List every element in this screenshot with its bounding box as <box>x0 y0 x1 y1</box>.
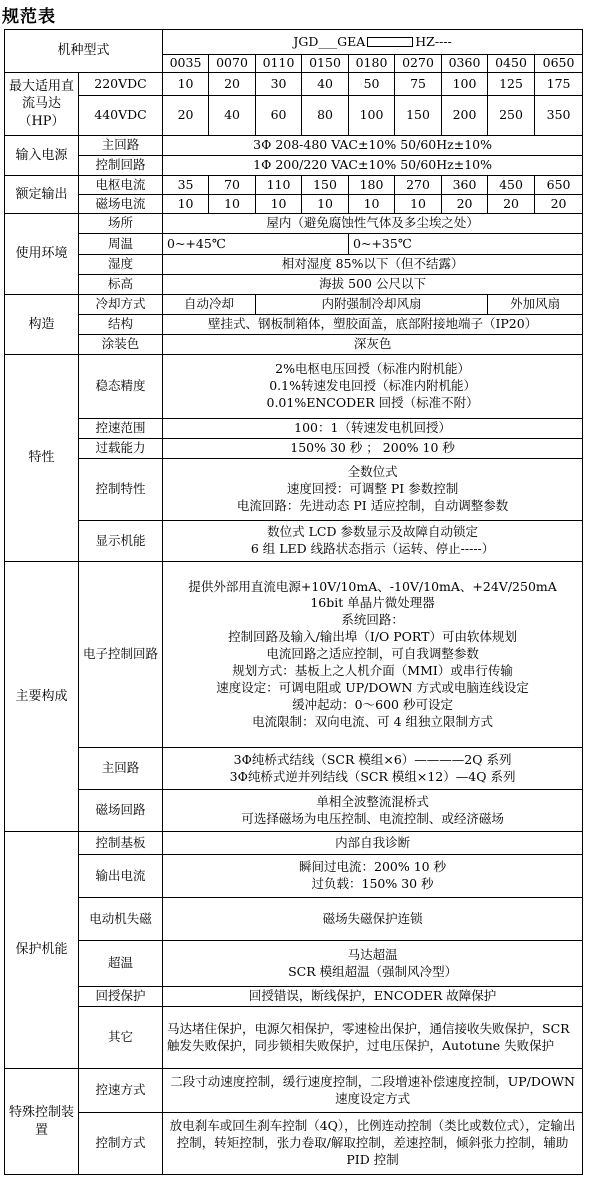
control-circuit-value: 1Φ 200/220 VAC±10% 50/60Hz±10% <box>163 156 583 176</box>
hp-value: 350 <box>535 96 583 136</box>
current-value: 650 <box>535 176 583 195</box>
model-number: 0270 <box>395 55 442 73</box>
speed-method-label: 控速方式 <box>79 1069 163 1113</box>
environment-label: 使用环境 <box>5 214 79 295</box>
page-title: 规范表 <box>2 7 56 27</box>
hp-value: 80 <box>302 96 349 136</box>
main-circuit-line: 3Φ纯桥式结线（SCR 模组×6）————2Q 系列 <box>233 751 512 767</box>
humidity-label: 湿度 <box>79 255 163 275</box>
field-loss-label: 电动机失磁 <box>79 898 163 941</box>
current-value: 20 <box>535 195 583 214</box>
current-value: 20 <box>442 195 488 214</box>
struct-value: 壁挂式、钢板制箱体，塑胶面盖，底部附接地端子（IP20） <box>163 315 583 335</box>
electronic-control-value <box>163 562 583 748</box>
paint-label: 涂装色 <box>79 335 163 355</box>
output-current-label: 输出电流 <box>79 855 163 898</box>
electronic-line: 规划方式：基板上之人机介面（MMI）或串行传输 <box>232 662 513 678</box>
feedback-value: 回授错误，断线保护，ENCODER 故障保护 <box>163 987 583 1007</box>
model-number: 0150 <box>302 55 349 73</box>
model-type-label: 机种型式 <box>5 30 163 73</box>
hp-value: 150 <box>395 96 442 136</box>
speed-range-value: 100：1（转速发电机回授） <box>163 419 583 439</box>
hp-value: 20 <box>163 96 209 136</box>
hp-value: 10 <box>163 73 209 96</box>
output-current-line: 过负载：150% 30 秒 <box>311 876 434 891</box>
main-circuit-value: 3Φ 208-480 VAC±10% 50/60Hz±10% <box>163 136 583 156</box>
main-circuit-section-label: 主回路 <box>79 748 163 790</box>
feedback-label: 回授保护 <box>79 987 163 1007</box>
altitude-value: 海拔 500 公尺以下 <box>163 275 583 295</box>
stability-label: 稳态精度 <box>79 355 163 419</box>
main-components-label: 主要构成 <box>5 562 79 832</box>
current-value: 180 <box>349 176 395 195</box>
field-circuit-line: 单相全波整流混桥式 <box>316 793 429 809</box>
cooling-value-b: 内附强制冷却风扇 <box>256 295 488 315</box>
model-code: JGD___GEA HZ---- <box>163 30 583 55</box>
model-number: 0035 <box>163 55 209 73</box>
display-label: 显示机能 <box>79 521 163 562</box>
current-value: 10 <box>163 195 209 214</box>
hp-value: 30 <box>256 73 302 96</box>
model-number: 0110 <box>256 55 302 73</box>
current-value: 10 <box>302 195 349 214</box>
control-char-label: 控制特性 <box>79 459 163 521</box>
electronic-line: 提供外部用直流电源+10V/10mA、-10V/10mA、+24V/250mA <box>188 578 557 594</box>
hp-value: 40 <box>209 96 256 136</box>
cooling-value-c: 外加风扇 <box>488 295 583 315</box>
model-number: 0450 <box>488 55 535 73</box>
voltage-label: 440VDC <box>79 96 163 136</box>
hp-value: 200 <box>442 96 488 136</box>
display-line: 6 组 LED 线路状态指示（运转、停止-----） <box>250 541 495 556</box>
display-line: 数位式 LCD 参数显示及故障自动锁定 <box>267 524 478 540</box>
display-value <box>163 521 583 562</box>
control-char-line: 全数位式 <box>347 464 398 480</box>
hp-value: 50 <box>349 73 395 96</box>
cooling-value-a: 自动冷却 <box>163 295 256 315</box>
hp-value: 60 <box>256 96 302 136</box>
protection-label: 保护机能 <box>5 832 79 1069</box>
paint-value: 深灰色 <box>163 335 583 355</box>
voltage-label: 220VDC <box>79 73 163 96</box>
field-loss-value: 磁场失磁保护连锁 <box>163 898 583 941</box>
current-value: 10 <box>209 195 256 214</box>
current-value: 10 <box>256 195 302 214</box>
overload-value: 150% 30 秒 ； 200% 10 秒 <box>163 439 583 459</box>
control-method-value: 放电刹车或回生刹车控制（4Q），比例连动控制（类比或数位式），定输出控制，转矩控制，张力卷取/解取控制，差速控制，倾斜张力控制，辅助 PID 控制 <box>163 1113 583 1175</box>
special-control-label: 特殊控制装置 <box>5 1069 79 1175</box>
electronic-line: 控制回路及输入/输出埠（I/O PORT）可由软体规划 <box>228 629 517 645</box>
electronic-line: 电流回路之适应控制，可自我调整参数 <box>266 646 479 662</box>
cooling-label: 冷却方式 <box>79 295 163 315</box>
current-value: 10 <box>395 195 442 214</box>
hp-value: 100 <box>442 73 488 96</box>
board-value: 内部自我诊断 <box>163 832 583 855</box>
model-number: 0650 <box>535 55 583 73</box>
stability-line: 0.01%ENCODER 回授（标准不附） <box>266 394 479 410</box>
speed-method-value: 二段寸动速度控制，缓行速度控制，二段增速补偿速度控制，UP/DOWN 速度设定方式 <box>163 1069 583 1113</box>
electronic-line: 16bit 单晶片微处理器 <box>310 595 435 611</box>
main-circuit-line: 3Φ纯桥式逆并列结线（SCR 模组×12）—4Q 系列 <box>229 768 516 784</box>
current-value: 150 <box>302 176 349 195</box>
current-label: 电枢电流 <box>79 176 163 195</box>
current-value: 70 <box>209 176 256 195</box>
field-circuit-value <box>163 790 583 832</box>
electronic-line: 缓冲起动：0～600 秒可设定 <box>292 696 453 712</box>
hp-value: 100 <box>349 96 395 136</box>
place-label: 场所 <box>79 214 163 234</box>
overload-label: 过载能力 <box>79 439 163 459</box>
hp-value: 125 <box>488 73 535 96</box>
model-number: 0360 <box>442 55 488 73</box>
control-method-label: 控制方式 <box>79 1113 163 1175</box>
current-value: 270 <box>395 176 442 195</box>
motor-label: 最大适用直流马达（HP） <box>5 73 79 136</box>
stability-line: 2%电枢电压回授（标准内附机能） <box>275 361 470 377</box>
main-circuit-section-value <box>163 748 583 790</box>
place-value: 屋内（避免腐蚀性气体及多尘埃之处） <box>163 214 583 234</box>
humidity-value: 相对湿度 85%以下（但不结露） <box>163 255 583 275</box>
control-circuit-label: 控制回路 <box>79 156 163 176</box>
current-value: 360 <box>442 176 488 195</box>
speed-range-label: 控速范围 <box>79 419 163 439</box>
current-value: 35 <box>163 176 209 195</box>
electronic-control-label: 电子控制回路 <box>79 562 163 748</box>
temp-label: 周温 <box>79 234 163 255</box>
hp-value: 20 <box>209 73 256 96</box>
control-char-value <box>163 459 583 521</box>
field-circuit-line: 可选择磁场为电压控制、电流控制、或经济磁场 <box>241 810 504 826</box>
input-power-label: 输入电源 <box>5 136 79 176</box>
model-number: 0180 <box>349 55 395 73</box>
hp-value: 175 <box>535 73 583 96</box>
current-label: 磁场电流 <box>79 195 163 214</box>
control-char-line: 速度回授：可调整 PI 参数控制 <box>286 481 459 497</box>
control-char-line: 电流回路：先进动态 PI 适应控制，自动调整参数 <box>236 497 509 513</box>
electronic-line: 系统回路： <box>341 612 404 628</box>
overheat-label: 超温 <box>79 941 163 987</box>
overheat-line: 马达超温 <box>347 946 398 962</box>
temp-value-b: 0~+35℃ <box>349 234 583 255</box>
temp-value-a: 0~+45℃ <box>163 234 349 255</box>
struct-label: 结构 <box>79 315 163 335</box>
current-value: 450 <box>488 176 535 195</box>
rated-output-label: 额定输出 <box>5 176 79 214</box>
electronic-line: 速度设定：可调电阻或 UP/DOWN 方式或电脑连线设定 <box>216 679 529 695</box>
main-circuit-label: 主回路 <box>79 136 163 156</box>
overheat-line: SCR 模组超温（强制风冷型） <box>288 963 458 979</box>
stability-line: 0.1%转速发电回授（标准内附机能） <box>269 378 476 394</box>
characteristics-label: 特性 <box>5 355 79 562</box>
current-value: 110 <box>256 176 302 195</box>
current-value: 20 <box>488 195 535 214</box>
electronic-line: 电流限制：双向电流、可 4 组独立限制方式 <box>252 713 494 729</box>
model-number: 0070 <box>209 55 256 73</box>
hp-value: 40 <box>302 73 349 96</box>
stability-value <box>163 355 583 419</box>
structure-label: 构造 <box>5 295 79 355</box>
other-value: 马达堵住保护，电源欠相保护，零速检出保护，通信接收失败保护，SCR 触发失败保护，同步锁相失败保护，过电压保护，Autotune 失败保护 <box>163 1007 583 1069</box>
current-value: 10 <box>349 195 395 214</box>
board-label: 控制基板 <box>79 832 163 855</box>
altitude-label: 标高 <box>79 275 163 295</box>
field-circuit-label: 磁场回路 <box>79 790 163 832</box>
hp-value: 250 <box>488 96 535 136</box>
output-current-value <box>163 855 583 898</box>
output-current-line: 瞬间过电流：200% 10 秒 <box>299 859 447 875</box>
overheat-value <box>163 941 583 987</box>
other-label: 其它 <box>79 1007 163 1069</box>
spec-table <box>4 29 583 1175</box>
hp-value: 75 <box>395 73 442 96</box>
